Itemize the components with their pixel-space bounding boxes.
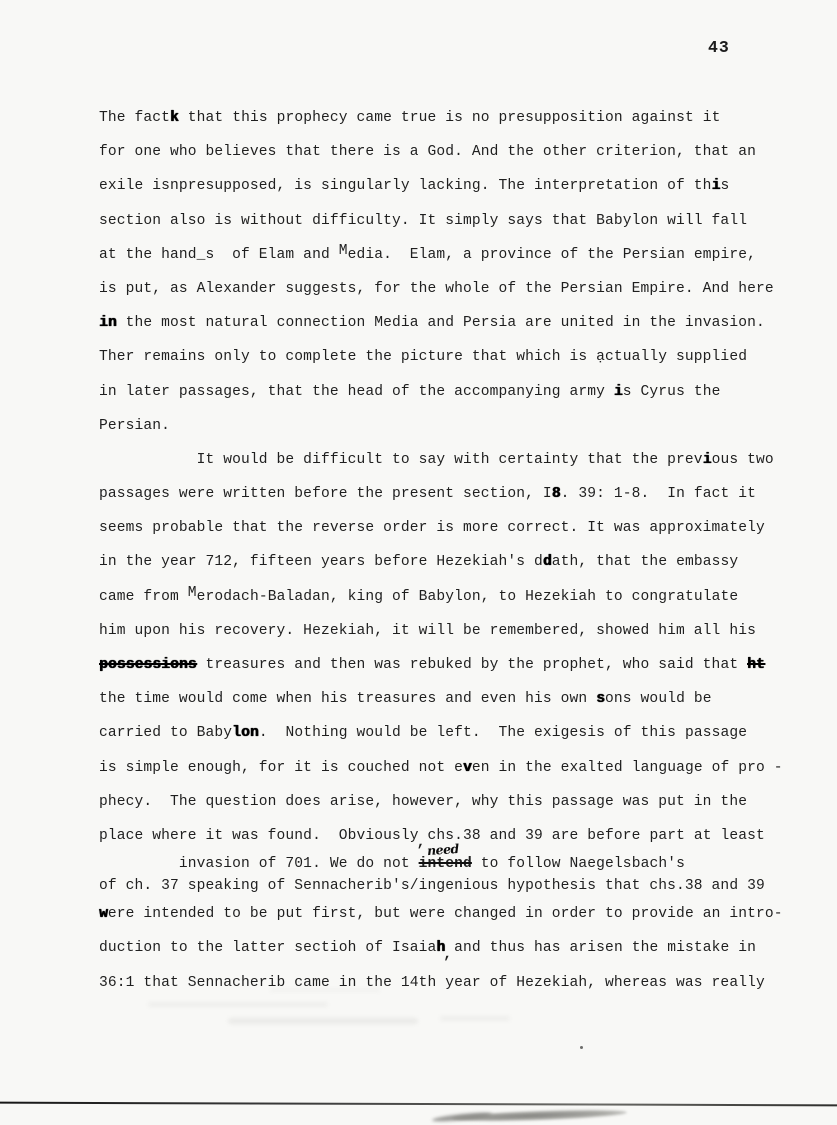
scan-edge-line [0, 1102, 837, 1107]
text-segment: treasures and then was rebuked by the prophet, who said that [196, 657, 748, 673]
text-segment: Ther remains only to complete the picture that which is ạctually supplied [99, 349, 748, 366]
text-line [99, 648, 799, 682]
text-segment: at the hand_s of Elam and [99, 246, 339, 263]
text-segment: i [702, 451, 712, 468]
text-segment: place where it was found. Obviously [99, 827, 419, 844]
stray-ink-dot [580, 1046, 583, 1049]
text-segment: in later passages, that the head of the accompanying army [99, 383, 614, 400]
text-segment: ous two [711, 451, 774, 468]
text-line [99, 875, 799, 897]
text-segment: the most natural connection Media and Persia are united in the invasion. [116, 315, 765, 332]
text-line [99, 785, 799, 819]
text-segment: seems probable that the reverse order is more correct. It was approximately [99, 520, 765, 537]
text-segment: s [720, 178, 730, 195]
text-segment: to follow Naegelsbach's [471, 856, 685, 873]
text-segment: 36:1 that Sennacherib came in the 14th year of Hezekiah, whereas was really [99, 974, 765, 991]
text-line [99, 375, 799, 409]
text-line [99, 614, 799, 648]
text-segment: in the year 712, fifteen years before Hezekiah's d [99, 554, 543, 571]
text-line [99, 204, 799, 238]
text-segment: the time would come when his treasures and even his own [99, 691, 597, 708]
text-segment: Persian. [99, 417, 171, 434]
erased-text-smudge [440, 1016, 510, 1021]
text-segment: , [443, 947, 453, 964]
text-segment: carried to Baby [99, 725, 233, 742]
text-segment: ons would be [605, 691, 712, 708]
text-segment: duction to the latter sectioh of Isaia [99, 940, 437, 957]
text-segment: s Cyrus the [622, 383, 721, 400]
text-segment: i [711, 178, 721, 195]
text-line [99, 716, 799, 750]
text-segment: that this prophecy came true is no presupposition against it [178, 110, 721, 126]
text-segment: d [542, 554, 552, 571]
text-segment: came from [99, 588, 188, 605]
text-segment: of ch. 37 speaking of Sennacherib's/ingenious hypothesis that chs.38 and 39 [99, 878, 765, 895]
text-segment: v [463, 759, 472, 776]
typewritten-text-block [99, 101, 799, 1000]
text-segment: erodach-Baladan, king of Babylon, to Hezekiah to congratulate [196, 588, 739, 605]
text-segment: ath, that the embassy [551, 554, 739, 571]
text-segment: passages were written before the present section, I [99, 486, 552, 503]
text-segment: him upon his recovery. Hezekiah, it will be remembered, showed him all his [99, 622, 756, 639]
text-segment: chs.38 and 39 are before part at least [427, 827, 765, 844]
text-segment: ere intended to be put first, but were changed in order to provide an intro- [107, 906, 783, 923]
text-segment: h [436, 940, 446, 957]
text-line [99, 477, 799, 511]
text-line [99, 135, 799, 169]
text-line [99, 511, 799, 545]
erased-text-smudge [228, 1018, 418, 1024]
text-segment: section also is without difficulty. It simply says that Babylon will fall [99, 212, 748, 229]
text-line [99, 580, 799, 614]
erased-text-smudge [270, 988, 380, 992]
erased-text-smudge [148, 1002, 328, 1007]
text-line [99, 545, 799, 579]
text-line [99, 751, 799, 785]
text-segment: phecy. The question does arise, however, why this passage was put in the [99, 793, 748, 810]
text-segment: en in the exalted language of pro - [471, 759, 783, 776]
text-segment: is put, as Alexander suggests, for the whole of the Persian Empire. And here [99, 280, 774, 297]
text-segment: invasion of 701. We do not [99, 856, 419, 873]
page-number: 43 [708, 38, 730, 57]
text-line [99, 340, 799, 374]
text-segment: in [99, 315, 117, 332]
text-segment: k [170, 110, 179, 126]
text-line [99, 443, 799, 477]
text-line [99, 966, 799, 1000]
text-line [99, 306, 799, 340]
text-segment: s [596, 691, 606, 708]
text-line [99, 238, 799, 272]
text-segment: . 39: 1-8. In fact it [560, 486, 756, 503]
text-line [99, 169, 799, 203]
text-segment: It would be difficult to say with certainty that the prev [99, 451, 703, 468]
text-segment: edia. Elam, a province of the Persian empire, [347, 246, 756, 263]
text-segment: i [613, 383, 623, 400]
text-line [99, 272, 799, 306]
text-segment: , [416, 834, 426, 851]
struck-word: intend [418, 856, 472, 873]
text-segment: The fact [99, 110, 171, 126]
handwritten-correction: need [426, 841, 459, 859]
text-line [99, 409, 799, 443]
text-line [99, 931, 799, 965]
text-segment: ht [747, 657, 765, 673]
text-line [99, 841, 799, 875]
text-segment: lon [232, 725, 259, 742]
text-line [99, 682, 799, 716]
text-segment: and thus has arisen the mistake in [454, 940, 756, 957]
text-segment: w [99, 906, 108, 923]
text-segment: M [187, 584, 197, 601]
text-segment: possessions [99, 657, 197, 673]
text-segment: 8 [551, 486, 561, 503]
text-segment: exile isnpresupposed, is singularly lacking. The interpretation of th [99, 178, 712, 195]
text-segment: is simple enough, for it is couched not e [99, 759, 463, 776]
text-segment: M [338, 242, 348, 259]
text-line [99, 897, 799, 931]
ink-smudge [452, 1108, 627, 1123]
text-segment: . Nothing would be left. The exigesis of this passage [258, 725, 748, 742]
text-segment: for one who believes that there is a God. And the other criterion, that an [99, 144, 756, 161]
struck-word-with-handwritten-correction [418, 841, 472, 875]
text-line [99, 101, 799, 135]
